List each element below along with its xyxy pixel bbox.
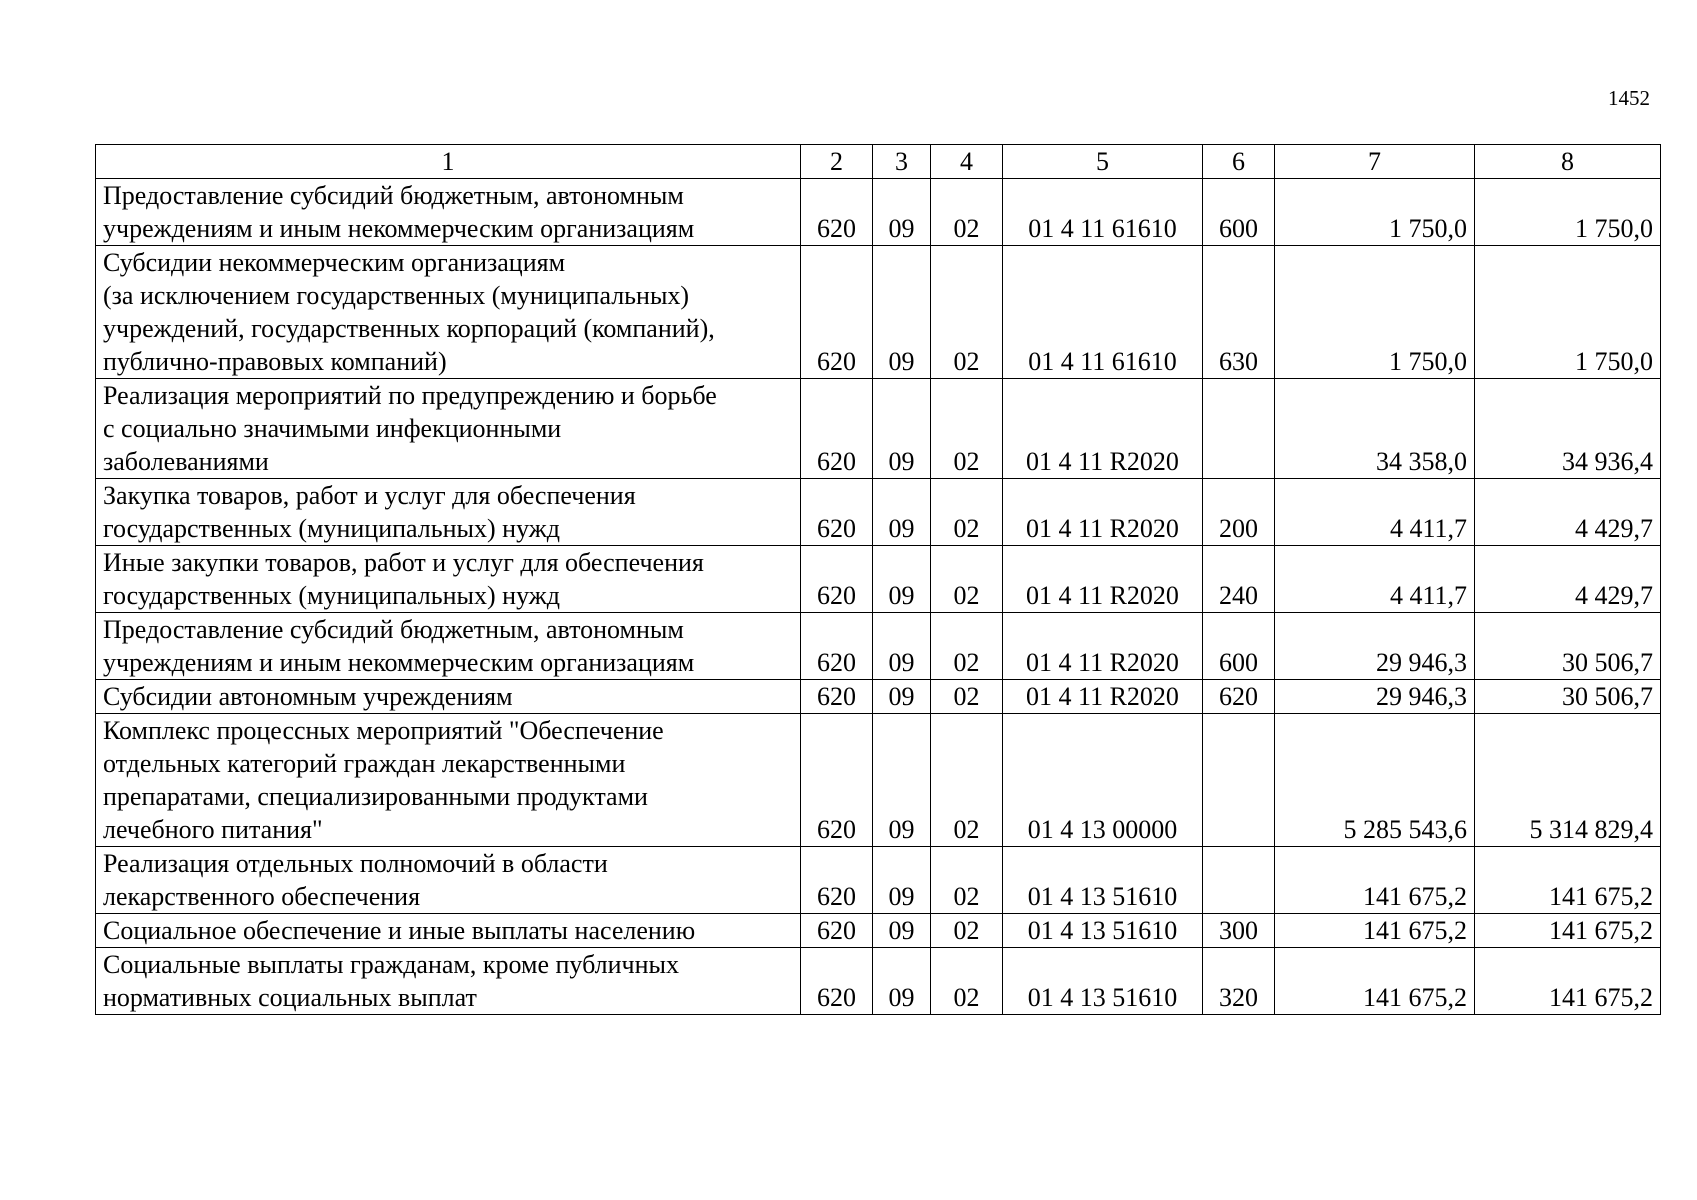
col-5-cell: 01 4 13 51610 [1003, 847, 1203, 914]
description-line: Социальные выплаты гражданам, кроме публичных [103, 950, 679, 979]
col-5-cell: 01 4 11 R2020 [1003, 479, 1203, 546]
col-4-cell: 02 [931, 179, 1003, 246]
table-row [96, 479, 1661, 546]
col-8-cell: 141 675,2 [1475, 914, 1661, 948]
col-3-cell: 09 [873, 479, 931, 546]
col-5-cell: 01 4 13 51610 [1003, 914, 1203, 948]
description-line: Реализация отдельных полномочий в области [103, 849, 608, 878]
col-2-cell: 620 [801, 680, 873, 714]
table-row [96, 948, 1661, 1015]
col-5-cell: 01 4 13 00000 [1003, 714, 1203, 847]
col-8-cell: 34 936,4 [1475, 379, 1661, 479]
col-2-cell: 620 [801, 613, 873, 680]
col-6-cell: 320 [1203, 948, 1275, 1015]
col-2-cell: 620 [801, 546, 873, 613]
description-line: Реализация мероприятий по предупреждению и борьбе [103, 381, 717, 410]
col-5-cell: 01 4 11 R2020 [1003, 546, 1203, 613]
table-row [96, 546, 1661, 613]
col-2-cell: 620 [801, 914, 873, 948]
col-4-cell: 02 [931, 680, 1003, 714]
table-row [96, 613, 1661, 680]
page-number: 1452 [1608, 86, 1650, 110]
col-6-cell [1203, 379, 1275, 479]
col-3-cell: 09 [873, 680, 931, 714]
row-description [96, 613, 801, 680]
description-line: нормативных социальных выплат [103, 983, 477, 1012]
description-line: учреждениям и иным некоммерческим организациям [103, 214, 695, 243]
col-4-cell: 02 [931, 246, 1003, 379]
col-4-cell: 02 [931, 847, 1003, 914]
description-line: учреждений, государственных корпораций (компаний), [103, 314, 715, 343]
col-3-cell: 09 [873, 546, 931, 613]
row-description [96, 546, 801, 613]
table-row [96, 914, 1661, 948]
col-2-cell: 620 [801, 246, 873, 379]
col-8-cell: 141 675,2 [1475, 948, 1661, 1015]
col-7-cell: 4 411,7 [1275, 479, 1475, 546]
col-3-cell: 09 [873, 613, 931, 680]
col-2-cell: 620 [801, 379, 873, 479]
description-line: Комплекс процессных мероприятий "Обеспечение [103, 716, 664, 745]
col-5-cell: 01 4 11 61610 [1003, 179, 1203, 246]
col-3-cell: 09 [873, 914, 931, 948]
col-6-cell: 300 [1203, 914, 1275, 948]
header-cell: 8 [1475, 145, 1661, 179]
row-description [96, 179, 801, 246]
description-line: препаратами, специализированными продуктами [103, 782, 648, 811]
description-line: Предоставление субсидий бюджетным, автономным [103, 615, 684, 644]
col-3-cell: 09 [873, 847, 931, 914]
description-line: отдельных категорий граждан лекарственными [103, 749, 626, 778]
table-row [96, 246, 1661, 379]
header-cell: 3 [873, 145, 931, 179]
col-7-cell: 141 675,2 [1275, 914, 1475, 948]
col-6-cell [1203, 714, 1275, 847]
col-4-cell: 02 [931, 714, 1003, 847]
col-6-cell: 600 [1203, 179, 1275, 246]
row-description [96, 479, 801, 546]
col-4-cell: 02 [931, 479, 1003, 546]
description-line: с социально значимыми инфекционными [103, 414, 562, 443]
col-4-cell: 02 [931, 379, 1003, 479]
col-6-cell [1203, 847, 1275, 914]
col-2-cell: 620 [801, 948, 873, 1015]
col-7-cell: 5 285 543,6 [1275, 714, 1475, 847]
header-cell: 2 [801, 145, 873, 179]
col-8-cell: 1 750,0 [1475, 179, 1661, 246]
col-8-cell: 141 675,2 [1475, 847, 1661, 914]
description-line: Субсидии некоммерческим организациям [103, 248, 566, 277]
description-line: Иные закупки товаров, работ и услуг для обеспечения [103, 548, 704, 577]
table-body [96, 179, 1661, 1015]
description-line: лекарственного обеспечения [103, 882, 421, 911]
col-2-cell: 620 [801, 479, 873, 546]
col-8-cell: 30 506,7 [1475, 680, 1661, 714]
table-row [96, 714, 1661, 847]
row-description [96, 847, 801, 914]
col-8-cell: 1 750,0 [1475, 246, 1661, 379]
budget-table [95, 144, 1661, 1015]
col-5-cell: 01 4 11 R2020 [1003, 613, 1203, 680]
description-line: Закупка товаров, работ и услуг для обеспечения [103, 481, 636, 510]
col-5-cell: 01 4 11 R2020 [1003, 379, 1203, 479]
description-line: заболеваниями [103, 447, 269, 476]
header-cell: 4 [931, 145, 1003, 179]
col-4-cell: 02 [931, 546, 1003, 613]
row-description [96, 914, 801, 948]
col-2-cell: 620 [801, 847, 873, 914]
col-7-cell: 29 946,3 [1275, 613, 1475, 680]
table-row [96, 179, 1661, 246]
col-7-cell: 1 750,0 [1275, 179, 1475, 246]
description-line: лечебного питания" [103, 815, 323, 844]
col-7-cell: 141 675,2 [1275, 948, 1475, 1015]
col-3-cell: 09 [873, 948, 931, 1015]
col-3-cell: 09 [873, 179, 931, 246]
col-6-cell: 240 [1203, 546, 1275, 613]
description-line: Предоставление субсидий бюджетным, автономным [103, 181, 684, 210]
col-7-cell: 141 675,2 [1275, 847, 1475, 914]
table-row [96, 379, 1661, 479]
row-description [96, 246, 801, 379]
description-line: государственных (муниципальных) нужд [103, 514, 560, 543]
row-description [96, 680, 801, 714]
description-line: учреждениям и иным некоммерческим организациям [103, 648, 695, 677]
header-cell: 1 [96, 145, 801, 179]
description-line: государственных (муниципальных) нужд [103, 581, 560, 610]
header-row [96, 145, 1661, 179]
col-5-cell: 01 4 11 R2020 [1003, 680, 1203, 714]
col-6-cell: 200 [1203, 479, 1275, 546]
col-3-cell: 09 [873, 246, 931, 379]
description-line: (за исключением государственных (муниципальных) [103, 281, 690, 310]
col-6-cell: 620 [1203, 680, 1275, 714]
description-line: Субсидии автономным учреждениям [103, 682, 513, 711]
table-row [96, 680, 1661, 714]
col-2-cell: 620 [801, 714, 873, 847]
col-8-cell: 5 314 829,4 [1475, 714, 1661, 847]
col-7-cell: 29 946,3 [1275, 680, 1475, 714]
col-3-cell: 09 [873, 379, 931, 479]
header-cell: 6 [1203, 145, 1275, 179]
col-8-cell: 4 429,7 [1475, 546, 1661, 613]
col-7-cell: 1 750,0 [1275, 246, 1475, 379]
table-row [96, 847, 1661, 914]
description-line: Социальное обеспечение и иные выплаты населению [103, 916, 696, 945]
header-cell: 5 [1003, 145, 1203, 179]
col-4-cell: 02 [931, 948, 1003, 1015]
col-2-cell: 620 [801, 179, 873, 246]
col-8-cell: 30 506,7 [1475, 613, 1661, 680]
col-7-cell: 34 358,0 [1275, 379, 1475, 479]
col-6-cell: 630 [1203, 246, 1275, 379]
header-cell: 7 [1275, 145, 1475, 179]
col-8-cell: 4 429,7 [1475, 479, 1661, 546]
row-description [96, 948, 801, 1015]
description-line: публично-правовых компаний) [103, 347, 447, 376]
col-5-cell: 01 4 11 61610 [1003, 246, 1203, 379]
col-4-cell: 02 [931, 613, 1003, 680]
col-6-cell: 600 [1203, 613, 1275, 680]
row-description [96, 379, 801, 479]
col-3-cell: 09 [873, 714, 931, 847]
row-description [96, 714, 801, 847]
col-7-cell: 4 411,7 [1275, 546, 1475, 613]
col-4-cell: 02 [931, 914, 1003, 948]
col-5-cell: 01 4 13 51610 [1003, 948, 1203, 1015]
